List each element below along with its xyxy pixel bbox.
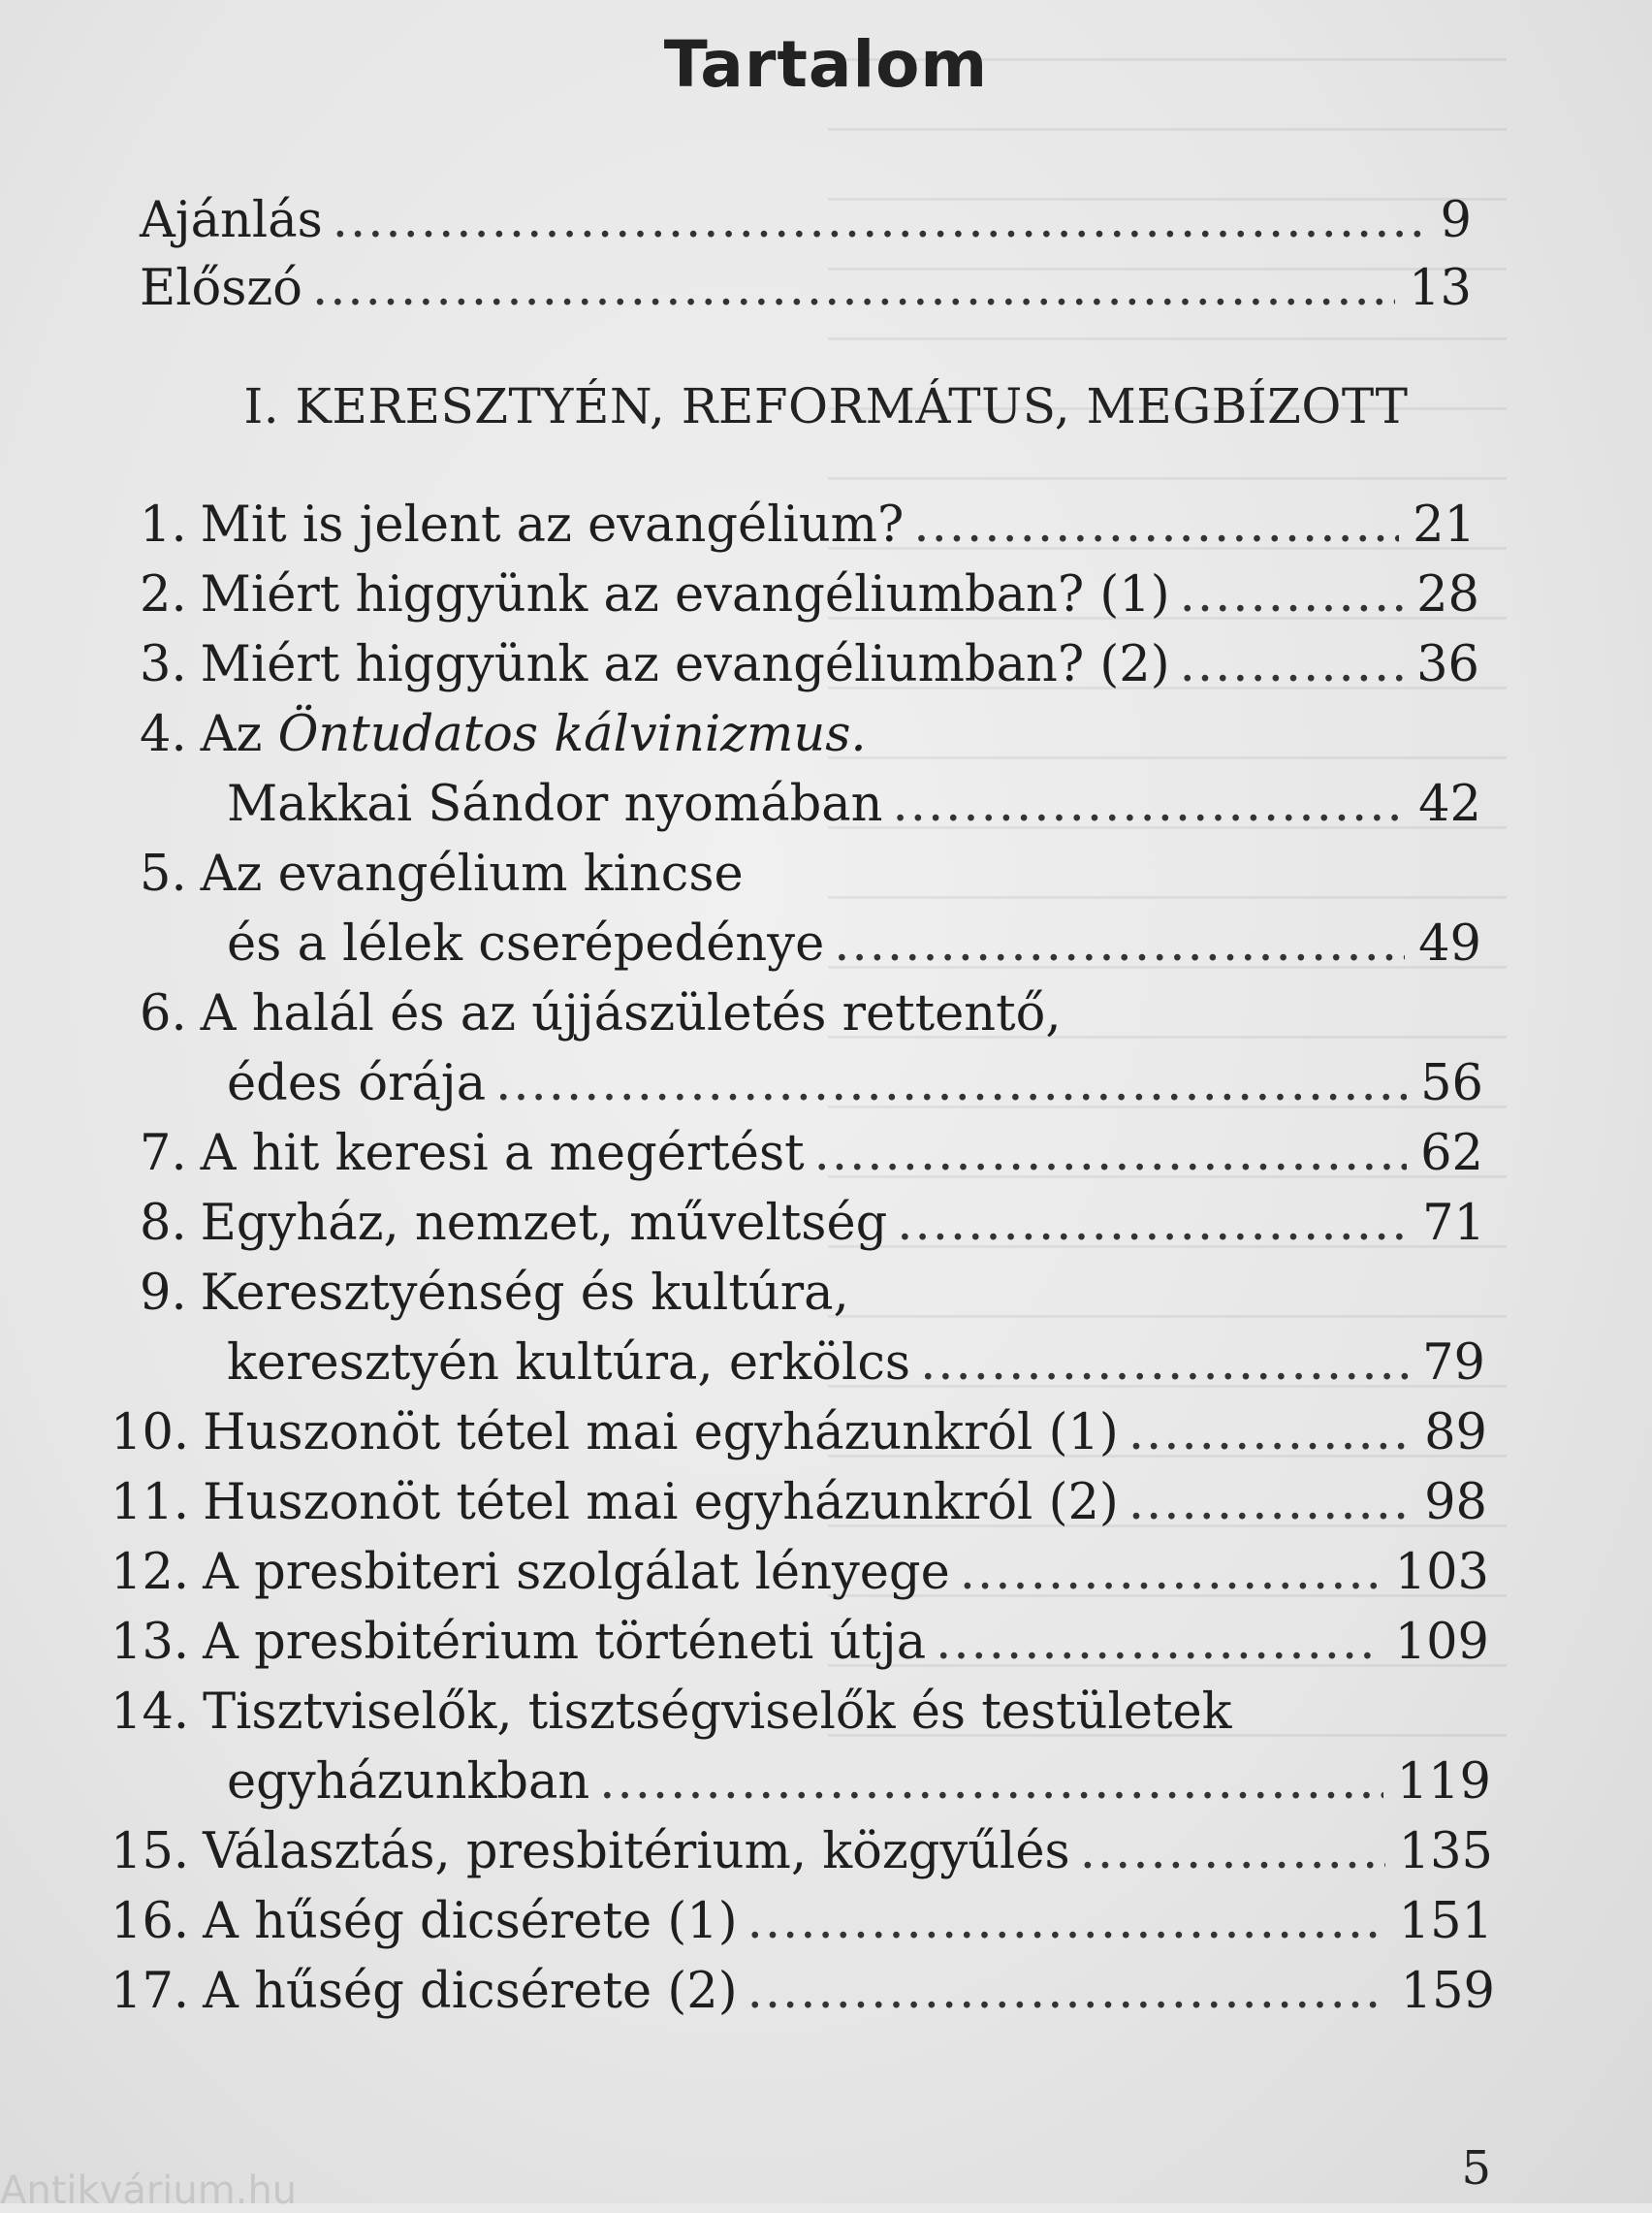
toc-entry-number: 5.: [140, 846, 187, 903]
toc-entry-page: 79: [1422, 1334, 1485, 1392]
toc-entry-label: édes órája: [227, 1055, 487, 1112]
toc-entry-number: 15.: [111, 1823, 190, 1880]
toc-entry-first-line: [140, 1259, 849, 1329]
toc-entry-label: [111, 1957, 738, 2027]
toc-entry: [140, 491, 1476, 561]
toc-entry-page: 9: [1440, 192, 1472, 249]
toc-entry: [140, 254, 1472, 324]
toc-entry-page: 28: [1416, 566, 1479, 624]
leader-dots: [599, 1748, 1382, 1817]
toc-entry-label: [111, 1468, 1119, 1538]
toc-entry-title: A hűség dicsérete (1): [203, 1893, 738, 1950]
toc-entry-title: A halál és az újjászületés rettentő,: [200, 985, 1062, 1042]
toc-entry-number: 7.: [140, 1125, 187, 1182]
toc-entry: [227, 770, 1481, 840]
toc-entry-number: 4.: [140, 706, 187, 763]
toc-entry-label: [140, 630, 1170, 700]
leader-dots: [936, 1608, 1382, 1678]
toc-entry: [111, 1887, 1493, 1957]
toc-entry-page: 103: [1394, 1544, 1489, 1601]
leader-dots: [814, 1119, 1407, 1189]
toc-entry-title: Egyház, nemzet, műveltség: [200, 1195, 888, 1252]
toc-entry-label: [140, 1189, 887, 1259]
toc-entry-page: 13: [1409, 260, 1472, 317]
toc-entry-label: Makkai Sándor nyomában: [227, 776, 883, 833]
toc-entry-italic-title: Öntudatos kálvinizmus.: [277, 706, 867, 763]
page-number: 5: [1461, 2141, 1491, 2196]
toc-entry-title: A hűség dicsérete (2): [203, 1963, 738, 2020]
toc-entry-number: 13.: [111, 1614, 190, 1671]
leader-dots: [1180, 630, 1403, 700]
leader-dots: [747, 1887, 1385, 1957]
leader-dots: [1080, 1817, 1385, 1887]
toc-entry-page: 135: [1398, 1823, 1493, 1880]
toc-entry-label: keresztyén kultúra, erkölcs: [227, 1334, 911, 1392]
toc-entry-page: 62: [1420, 1125, 1483, 1182]
toc-entry-first-line: [140, 700, 867, 770]
watermark: Antikvárium.hu: [0, 2168, 298, 2213]
toc-entry: [140, 561, 1479, 630]
section-heading: I. KERESZTYÉN, REFORMÁTUS, MEGBÍZOTT: [243, 378, 1409, 434]
toc-entry-label: [111, 1398, 1119, 1468]
toc-entry-number: 16.: [111, 1893, 190, 1950]
toc-entry: [111, 1468, 1487, 1538]
page-title: Tartalom: [663, 27, 989, 102]
leader-dots: [913, 491, 1399, 561]
toc-entry-number: 14.: [111, 1684, 190, 1741]
toc-entry-page: 119: [1396, 1753, 1491, 1811]
toc-entry-title: Miért higgyünk az evangéliumban? (1): [200, 566, 1170, 624]
toc-entry-title: Miért higgyünk az evangéliumban? (2): [200, 636, 1170, 693]
toc-entry: [227, 1748, 1491, 1817]
leader-dots: [960, 1538, 1382, 1608]
leader-dots: [834, 910, 1405, 979]
toc-entry-page: 89: [1424, 1404, 1487, 1461]
toc-entry-title: Huszonöt tétel mai egyházunkról (2): [203, 1474, 1119, 1531]
toc-entry-label: Ajánlás: [140, 192, 323, 249]
leader-dots: [897, 1189, 1409, 1259]
leader-dots: [495, 1049, 1407, 1119]
toc-entry-page: 71: [1422, 1195, 1485, 1252]
toc-entry-number: 10.: [111, 1404, 190, 1461]
toc-entry-label: [140, 491, 904, 561]
leader-dots: [893, 770, 1406, 840]
toc-entry-label: [111, 1608, 926, 1678]
toc-entry-title: Az evangélium kincse: [200, 846, 744, 903]
toc-entry-label: [111, 1887, 738, 1957]
toc-entry-page: 21: [1413, 497, 1476, 554]
toc-entry-label: egyházunkban: [227, 1753, 590, 1811]
toc-entry: [111, 1957, 1495, 2027]
toc-entry: [140, 186, 1472, 256]
toc-entry-number: 11.: [111, 1474, 190, 1531]
toc-entry-first-line: [140, 979, 1062, 1049]
toc-entry-number: 8.: [140, 1195, 187, 1252]
leader-dots: [1180, 561, 1403, 630]
toc-entry-number: 9.: [140, 1265, 187, 1322]
toc-entry: [140, 1119, 1483, 1189]
toc-entry-page: 98: [1424, 1474, 1487, 1531]
leader-dots: [920, 1329, 1409, 1398]
toc-entry-title: Az: [200, 706, 263, 763]
toc-entry-title: Huszonöt tétel mai egyházunkról (1): [203, 1404, 1119, 1461]
toc-entry-number: 2.: [140, 566, 187, 624]
toc-entry-title: A presbiteri szolgálat lényege: [203, 1544, 950, 1601]
leader-dots: [1128, 1468, 1411, 1538]
toc-entry-number: 17.: [111, 1963, 190, 2020]
toc-entry-first-line: [111, 1678, 1232, 1748]
toc-entry-number: 12.: [111, 1544, 190, 1601]
toc-entry-label: Előszó: [140, 260, 302, 317]
toc-entry-page: 49: [1418, 915, 1481, 973]
toc-entry-label: [111, 1538, 950, 1608]
toc-entry-label: [140, 1119, 805, 1189]
toc-entry-number: 1.: [140, 497, 187, 554]
toc-entry-page: 109: [1394, 1614, 1489, 1671]
toc-entry-first-line: [140, 840, 744, 910]
toc-entry: [140, 630, 1479, 700]
toc-entry-number: 3.: [140, 636, 187, 693]
toc-entry-page: 36: [1416, 636, 1479, 693]
toc-entry: [111, 1398, 1487, 1468]
toc-entry-label: [111, 1817, 1070, 1887]
toc-entry-label: és a lélek cserépedénye: [227, 915, 825, 973]
toc-entry-page: 56: [1420, 1055, 1483, 1112]
toc-entry-title: Választás, presbitérium, közgyűlés: [203, 1823, 1070, 1880]
toc-entry-number: 6.: [140, 985, 187, 1042]
toc-entry: [111, 1538, 1489, 1608]
leader-dots: [1128, 1398, 1411, 1468]
toc-entry: [140, 1189, 1485, 1259]
leader-dots: [333, 186, 1427, 256]
toc-entry: [227, 1049, 1483, 1119]
toc-entry-title: Mit is jelent az evangélium?: [200, 497, 905, 554]
leader-dots: [312, 254, 1395, 324]
toc-entry-title: A hit keresi a megértést: [200, 1125, 805, 1182]
leader-dots: [747, 1957, 1387, 2027]
toc-entry-label: [140, 561, 1170, 630]
toc-entry-title: Tisztviselők, tisztségviselők és testületek: [203, 1684, 1232, 1741]
toc-entry-page: 159: [1400, 1963, 1495, 2020]
toc-entry-page: 42: [1418, 776, 1481, 833]
toc-entry-title: Keresztyénség és kultúra,: [200, 1265, 849, 1322]
toc-entry-page: 151: [1398, 1893, 1493, 1950]
toc-entry-title: A presbitérium történeti útja: [203, 1614, 927, 1671]
toc-entry: [227, 910, 1481, 979]
toc-entry: [111, 1608, 1489, 1678]
toc-entry: [227, 1329, 1485, 1398]
toc-entry: [111, 1817, 1493, 1887]
